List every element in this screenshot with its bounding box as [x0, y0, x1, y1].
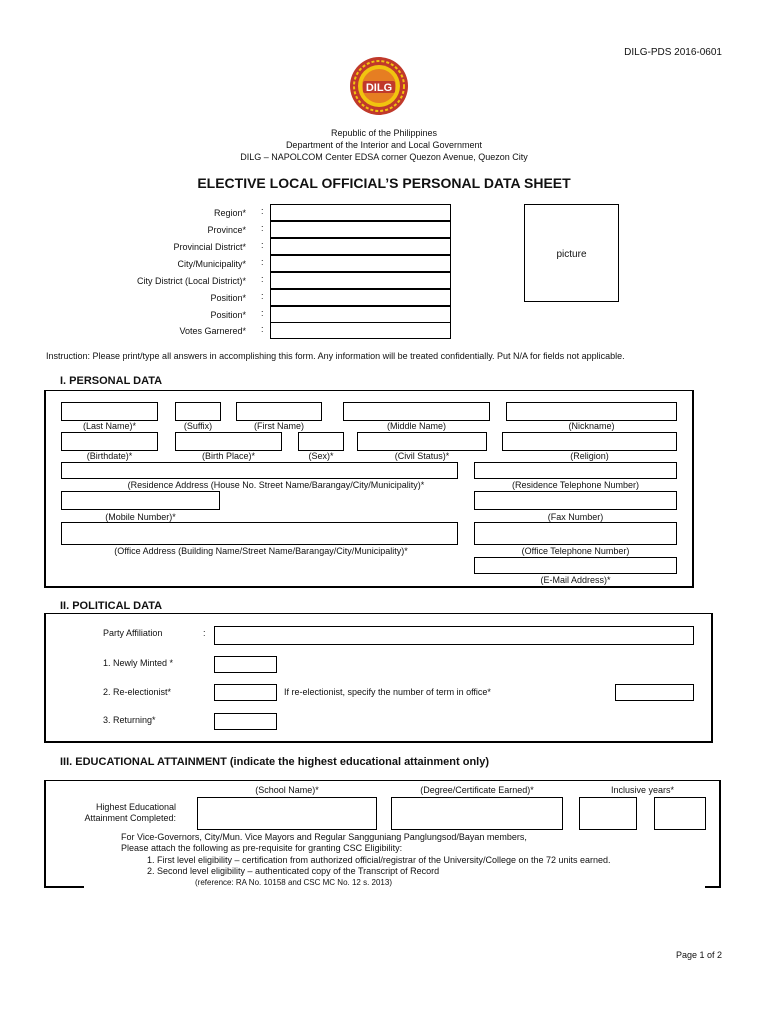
- year-to-input[interactable]: [654, 797, 706, 830]
- returning-label: 3. Returning*: [103, 715, 156, 725]
- last-name-input[interactable]: [61, 402, 158, 421]
- mobile-input[interactable]: [61, 491, 220, 510]
- province-input[interactable]: [270, 221, 451, 238]
- picture-box[interactable]: [524, 204, 619, 302]
- personal-data-title: I. PERSONAL DATA: [60, 375, 163, 387]
- birthdate-input[interactable]: [61, 432, 158, 451]
- nickname-input[interactable]: [506, 402, 677, 421]
- colon: :: [203, 628, 206, 638]
- reelectionist-note: If re-electionist, specify the number of term in office*: [284, 687, 491, 697]
- party-affiliation-label: Party Affiliation: [103, 628, 163, 638]
- school-name-input[interactable]: [197, 797, 377, 830]
- attainment-completed-label: Attainment Completed:: [84, 813, 176, 823]
- educational-attainment-title: III. EDUCATIONAL ATTAINMENT (indicate the highest educational attainment only): [60, 756, 490, 768]
- first-name-input[interactable]: [236, 402, 322, 421]
- office-phone-input[interactable]: [474, 522, 677, 545]
- votes-garnered-input[interactable]: [270, 322, 451, 339]
- logo-text: DILG: [365, 82, 393, 94]
- instruction-text: Instruction: Please print/type all answers in accomplishing this form. Any information will be treated confidentially. Put N/A for fields not applicable.: [46, 351, 625, 361]
- city-district-input[interactable]: [270, 272, 451, 289]
- colon: :: [261, 291, 264, 301]
- form-title: ELECTIVE LOCAL OFFICIAL’S PERSONAL DATA SHEET: [197, 175, 571, 191]
- picture-label: picture: [556, 249, 587, 260]
- eligibility-note-1: For Vice-Governors, City/Mun. Vice Mayors and Regular Sangguniang Panglungsod/Bayan members,: [121, 832, 527, 842]
- nickname-caption: (Nickname): [568, 421, 615, 431]
- last-name-caption: (Last Name)*: [82, 421, 136, 431]
- year-from-input[interactable]: [579, 797, 637, 830]
- provincial-district-input[interactable]: [270, 238, 451, 255]
- religion-input[interactable]: [502, 432, 677, 451]
- city-district-label: City District (Local District)*: [136, 276, 246, 286]
- suffix-caption: (Suffix): [183, 421, 213, 431]
- panel-bottom-left: [44, 886, 84, 888]
- party-affiliation-input[interactable]: [214, 626, 694, 645]
- newly-minted-input[interactable]: [214, 656, 277, 673]
- region-input[interactable]: [270, 204, 451, 221]
- eligibility-note-3: 1. First level eligibility – certification from authorized official/registrar of the University/College on the 72 units earned.: [147, 855, 611, 865]
- eligibility-reference: (reference: RA No. 10158 and CSC MC No. 12 s. 2013): [195, 878, 392, 887]
- newly-minted-label: 1. Newly Minted *: [103, 658, 174, 668]
- colon: :: [261, 274, 264, 284]
- reelectionist-input[interactable]: [214, 684, 277, 701]
- header-department: Department of the Interior and Local Government: [285, 140, 483, 150]
- civil-status-input[interactable]: [357, 432, 487, 451]
- document-code: DILG-PDS 2016-0601: [624, 47, 722, 58]
- provincial-district-label: Provincial District*: [173, 242, 246, 252]
- sex-caption: (Sex)*: [308, 451, 334, 461]
- degree-caption: (Degree/Certificate Earned)*: [420, 785, 534, 795]
- civil-status-caption: (Civil Status)*: [394, 451, 450, 461]
- fax-caption: (Fax Number): [547, 512, 604, 522]
- mobile-caption: (Mobile Number)*: [105, 512, 176, 522]
- office-address-input[interactable]: [61, 522, 458, 545]
- position-input[interactable]: [270, 289, 451, 306]
- colon: :: [261, 308, 264, 318]
- reelectionist-label: 2. Re-electionist*: [103, 687, 172, 697]
- birthdate-caption: (Birthdate)*: [86, 451, 133, 461]
- returning-input[interactable]: [214, 713, 277, 730]
- suffix-input[interactable]: [175, 402, 221, 421]
- degree-input[interactable]: [391, 797, 563, 830]
- colon: :: [261, 240, 264, 250]
- header-republic: Republic of the Philippines: [330, 128, 438, 138]
- middle-name-caption: (Middle Name): [386, 421, 446, 431]
- sex-input[interactable]: [298, 432, 344, 451]
- birth-place-caption: (Birth Place)*: [201, 451, 255, 461]
- position-input-2[interactable]: [270, 306, 451, 323]
- panel-bottom-right: [705, 886, 721, 888]
- email-caption: (E-Mail Address)*: [540, 575, 611, 585]
- residence-phone-input[interactable]: [474, 462, 677, 479]
- colon: :: [261, 206, 264, 216]
- birth-place-input[interactable]: [175, 432, 282, 451]
- colon: :: [261, 324, 264, 334]
- city-municipality-label: City/Municipality*: [177, 259, 246, 269]
- email-input[interactable]: [474, 557, 677, 574]
- eligibility-note-4: 2. Second level eligibility – authenticated copy of the Transcript of Record: [147, 866, 440, 876]
- region-label: Region*: [213, 208, 246, 218]
- residence-phone-caption: (Residence Telephone Number): [512, 480, 639, 490]
- city-municipality-input[interactable]: [270, 255, 451, 272]
- school-name-caption: (School Name)*: [255, 785, 319, 795]
- first-name-caption: (First Name): [254, 421, 304, 431]
- residence-address-caption: (Residence Address (House No. Street Name/Barangay/City/Municipality)*: [127, 480, 425, 490]
- eligibility-note-2: Please attach the following as pre-requisite for granting CSC Eligibility:: [121, 843, 403, 853]
- province-label: Province*: [207, 225, 246, 235]
- votes-garnered-label: Votes Garnered*: [179, 326, 246, 336]
- religion-caption: (Religion): [570, 451, 609, 461]
- office-phone-caption: (Office Telephone Number): [521, 546, 630, 556]
- middle-name-input[interactable]: [343, 402, 490, 421]
- inclusive-years-caption: Inclusive years*: [610, 785, 675, 795]
- highest-educational-label: Highest Educational: [95, 802, 176, 812]
- header-address: DILG – NAPOLCOM Center EDSA corner Quezon Avenue, Quezon City: [240, 152, 528, 162]
- colon: :: [261, 223, 264, 233]
- office-address-caption: (Office Address (Building Name/Street Name/Barangay/City/Municipality)*: [114, 546, 408, 556]
- position-label-2: Position*: [210, 310, 246, 320]
- residence-address-input[interactable]: [61, 462, 458, 479]
- page-number: Page 1 of 2: [675, 950, 722, 960]
- dilg-logo: [349, 56, 409, 116]
- fax-input[interactable]: [474, 491, 677, 510]
- terms-in-office-input[interactable]: [615, 684, 694, 701]
- political-data-title: II. POLITICAL DATA: [60, 600, 163, 612]
- colon: :: [261, 257, 264, 267]
- position-label: Position*: [210, 293, 246, 303]
